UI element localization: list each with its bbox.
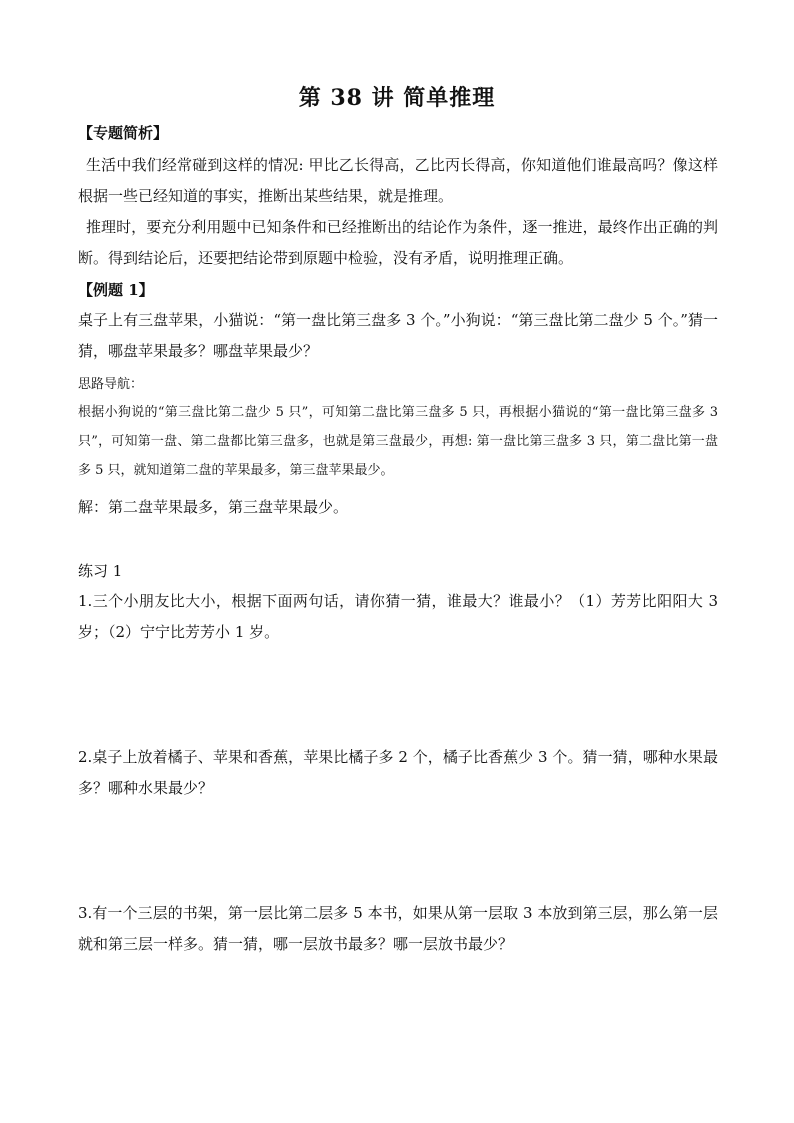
- example-1-label: 【例题 1】: [78, 281, 154, 299]
- example-1-hint: 根据小狗说的“第三盘比第二盘少 5 只”，可知第二盘比第三盘多 5 只，再根据小猫说的“第一盘比第三盘多 3 只”，可知第一盘、第二盘都比第三盘多，也就是第三盘最少，再想: 第一盘比第三盘多 3 只，第二盘比第一盘多 5 只，就知道第二盘的苹果最多，第三盘苹果最少。: [78, 405, 718, 478]
- exercise-1-question-3: 3.有一个三层的书架，第一层比第二层多 5 本书，如果从第一层取 3 本放到第三层，那么第一层就和第三层一样多。猜一猜，哪一层放书最多？哪一层放书最少？: [78, 904, 718, 953]
- page-title: 第 38 讲 简单推理: [298, 85, 496, 111]
- intro-label: 【专题简析】: [78, 124, 169, 142]
- exercise-1-question-2: 2.桌子上放着橘子、苹果和香蕉，苹果比橘子多 2 个，橘子比香蕉少 3 个。猜一猜，哪种水果最多？哪种水果最少？: [78, 748, 718, 797]
- example-1-answer: 解：第二盘苹果最多，第三盘苹果最少。: [78, 498, 349, 516]
- exercise-1-label: 练习 1: [78, 562, 123, 580]
- example-1-hint-label: 思路导航：: [78, 377, 144, 392]
- intro-paragraph-1: 生活中我们经常碰到这样的情况: 甲比乙长得高，乙比丙长得高，你知道他们谁最高吗？像这样根据一些已经知道的事实，推断出某些结果，就是推理。: [78, 156, 718, 205]
- example-1-question: 桌子上有三盘苹果，小猫说：“第一盘比第三盘多 3 个。”小狗说：“第三盘比第二盘少 5 个。”猜一猜，哪盘苹果最多？哪盘苹果最少？: [78, 311, 718, 360]
- exercise-1-question-1: 1.三个小朋友比大小，根据下面两句话，请你猜一猜，谁最大？谁最小？（1）芳芳比阳阳大 3 岁；（2）宁宁比芳芳小 1 岁。: [78, 592, 718, 641]
- intro-paragraph-2: 推理时，要充分利用题中已知条件和已经推断出的结论作为条件，逐一推进，最终作出正确的判断。得到结论后，还要把结论带到原题中检验，没有矛盾，说明推理正确。: [78, 218, 718, 267]
